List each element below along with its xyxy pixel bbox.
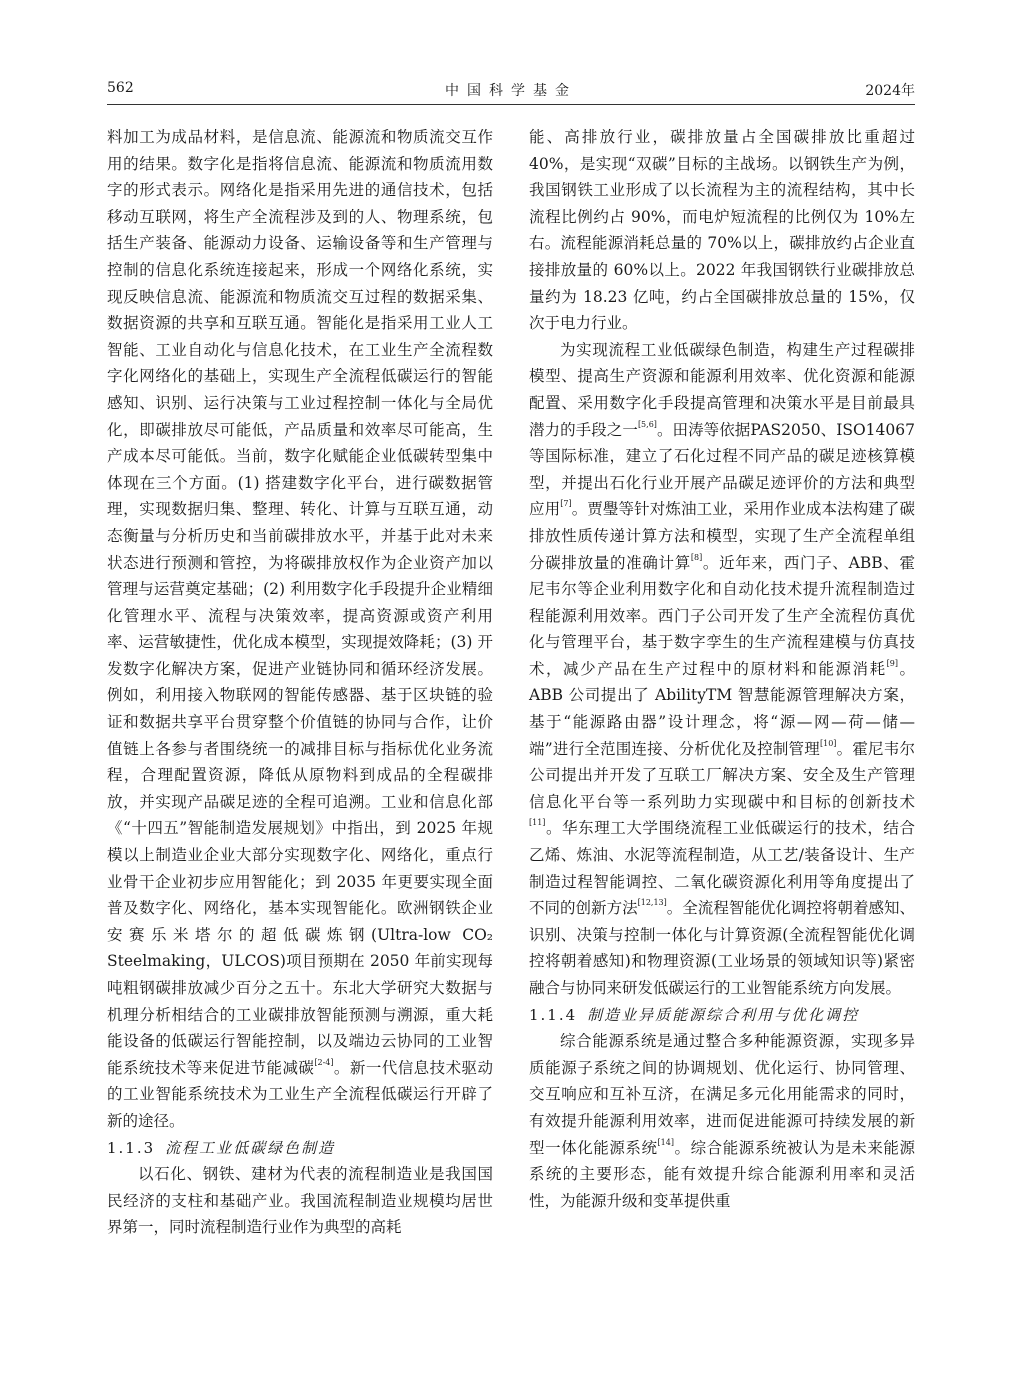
- right-column: [529, 124, 915, 1214]
- section-number: 1.1.3: [107, 1138, 156, 1157]
- paragraph-process-industry: 以石化、钢铁、建材为代表的流程制造业是我国国民经济的支柱和基础产业。我国流程制造业规模均居世界第一，同时流程制造行业作为典型的高耗: [107, 1165, 493, 1237]
- left-column: [107, 124, 493, 1241]
- paragraph-text: 综合能源系统是通过整合多种能源资源，实现多异质能源子系统之间的协调规划、优化运行、协同管理、交互响应和互补互济，在满足多元化用能需求的同时，有效提升能源利用效率，进而促进能源可持续发展的新型一体化能源系统: [529, 1032, 915, 1157]
- section-heading-1-1-4: [529, 1002, 915, 1029]
- paragraph-text: 。ABB 公司提出了 AbilityTM 智慧能源管理解决方案，基于“能源路由器”设计理念，将“源—网—荷—储—端”进行全范围连接、分析优化及控制管理: [529, 659, 915, 758]
- citation: [14]: [657, 1137, 674, 1147]
- running-header: [107, 78, 915, 105]
- paragraph-text: 。综合能源系统被认为是未来能源系统的主要形态，能有效提升综合能源利用率和灵活性，为能源升级和变革提供重: [529, 1138, 915, 1210]
- paragraph-text: 。新一代信息技术驱动的工业智能系统技术为工业生产全流程低碳运行开辟了新的途径。: [107, 1058, 493, 1130]
- paragraph-text: 。田涛等依据PAS2050、ISO14067 等国际标准，建立了石化过程不同产品的碳足迹核算模型，并提出石化行业开展产品碳足迹评价的方法和典型应用: [529, 420, 915, 519]
- paragraph-text: 。贾璺等针对炼油工业，采用作业成本法构建了碳排放性质传递计算方法和模型，实现了生产全流程单组分碳排放量的准确计算: [529, 500, 915, 572]
- citation: [2-4]: [314, 1057, 334, 1067]
- citation: [10]: [819, 738, 837, 748]
- citation: [7]: [560, 499, 572, 509]
- paragraph-text: 。全流程智能优化调控将朝着感知、识别、决策与控制一体化与计算资源(全流程智能优化调控将朝着感知)和物理资源(工业场景的领域知识等)紧密融合与协同来研发低碳运行的工业智能系统方向发展。: [529, 899, 915, 997]
- citation: [9]: [886, 658, 898, 668]
- section-number: 1.1.4: [529, 1005, 578, 1024]
- section-heading-1-1-3: [107, 1135, 493, 1162]
- issue-year: 2024年: [865, 83, 915, 99]
- paragraph-emissions: 能、高排放行业，碳排放量占全国碳排放比重超过 40%，是实现“双碳”目标的主战场。以钢铁生产为例，我国钢铁工业形成了以长流程为主的流程结构，其中长流程比例约占 90%，而电炉短流程的比例仅为 10%左右。流程能源消耗总量的 70%以上，碳排放约占企业直接排放量的 60%以上。2022 年我国钢铁行业碳排放总量约为 18.23 亿吨，约占全国碳排放总量的 15%，仅次于电力行业。: [529, 128, 915, 333]
- paragraph-digitalization: [107, 124, 493, 1135]
- paragraph-text: 。华东理工大学围绕流程工业低碳运行的技术，结合乙烯、炼油、水泥等流程制造，从工艺/装备设计、生产制造过程智能调控、二氧化碳资源化利用等角度提出了不同的创新方法: [529, 819, 915, 918]
- section-title: 制造业异质能源综合利用与优化调控: [587, 1005, 860, 1024]
- page-number: 562: [107, 80, 134, 96]
- section-title: 流程工业低碳绿色制造: [165, 1138, 336, 1157]
- paragraph-low-carbon-methods: [529, 337, 915, 1002]
- journal-title: 中国科学基金: [445, 83, 577, 99]
- paragraph-text: 料加工为成品材料，是信息流、能源流和物质流交互作用的结果。数字化是指将信息流、能源流和物质流用数字的形式表示。网络化是指采用先进的通信技术，包括移动互联网，将生产全流程涉及到的人、物理系统，包括生产装备、能源动力设备、运输设备等和生产管理与控制的信息化系统连接起来，形成一个网络化系统，实现反映信息流、能源流和物质流交互过程的数据采集、数据资源的共享和互联互通。智能化是指采用工业人工智能、工业自动化与信息化技术，在工业生产全流程数字化网络化的基础上，实现生产全流程低碳运行的智能感知、识别、运行决策与工业过程控制一体化与全局优化，即碳排放尽可能低，产品质量和效率尽可能高，生产成本尽可能低。当前，数字化赋能企业低碳转型集中体现在三个方面。(1) 搭建数字化平台，进行碳数据管理，实现数据归集、整理、转化、计算与互联互通，动态衡量与分析历史和当前碳排放水平，并基于此对未来状态进行预测和管控，为将碳排放权作为企业资产加以管理与运营奠定基础；(2) 利用数字化手段提升企业精细化管理水平、流程与决策效率，提高资源或资产利用率、运营敏捷性，优化成本模型，实现提效降耗；(3) 开发数字化解决方案，促进产业链协同和循环经济发展。例如，利用接入物联网的智能传感器、基于区块链的验证和数据共享平台贯穿整个价值链的协同与合作，让价值链上各参与者围绕统一的减排目标与指标优化业务流程，合理配置资源，降低从原物料到成品的全程碳排放，并实现产品碳足迹的全程可追溯。工业和信息化部《“十四五”智能制造发展规划》中指出，到 2025 年规模以上制造业企业大部分实现数字化、网络化，重点行业骨干企业初步应用智能化；到 2035 年更要实现全面普及数字化、网络化，基本实现智能化。欧洲钢铁企业安赛乐米塔尔的超低碳炼钢(Ultra-low CO₂ Steelmaking，ULCOS)项目预期在 2050 年前实现每吨粗钢碳排放减少百分之五十。东北大学研究大数据与机理分析相结合的工业碳排放智能预测与溯源，重大耗能设备的低碳运行智能控制，以及端边云协同的工业智能系统技术等来促进节能减碳: [107, 128, 493, 1077]
- paragraph-integrated-energy: [529, 1028, 915, 1214]
- paragraph-text: 。近年来，西门子、ABB、霍尼韦尔等企业利用数字化和自动化技术提升流程制造过程能源利用效率。西门子公司开发了生产全流程仿真优化与管理平台，基于数字孪生的生产流程建模与仿真技术，减少产品在生产过程中的原材料和能源消耗: [529, 553, 915, 678]
- citation: [8]: [690, 552, 703, 562]
- citation: [11]: [529, 818, 546, 828]
- citation: [5,6]: [637, 419, 657, 429]
- citation: [12,13]: [637, 898, 667, 908]
- paragraph-text: 。霍尼韦尔公司提出并开发了互联工厂解决方案、安全及生产管理信息化平台等一系列助力实现碳中和目标的创新技术: [529, 739, 915, 811]
- paragraph-text: 为实现流程工业低碳绿色制造，构建生产过程碳排模型、提高生产资源和能源利用效率、优化资源和能源配置、采用数字化手段提高管理和决策水平是目前最具潜力的手段之一: [529, 340, 915, 439]
